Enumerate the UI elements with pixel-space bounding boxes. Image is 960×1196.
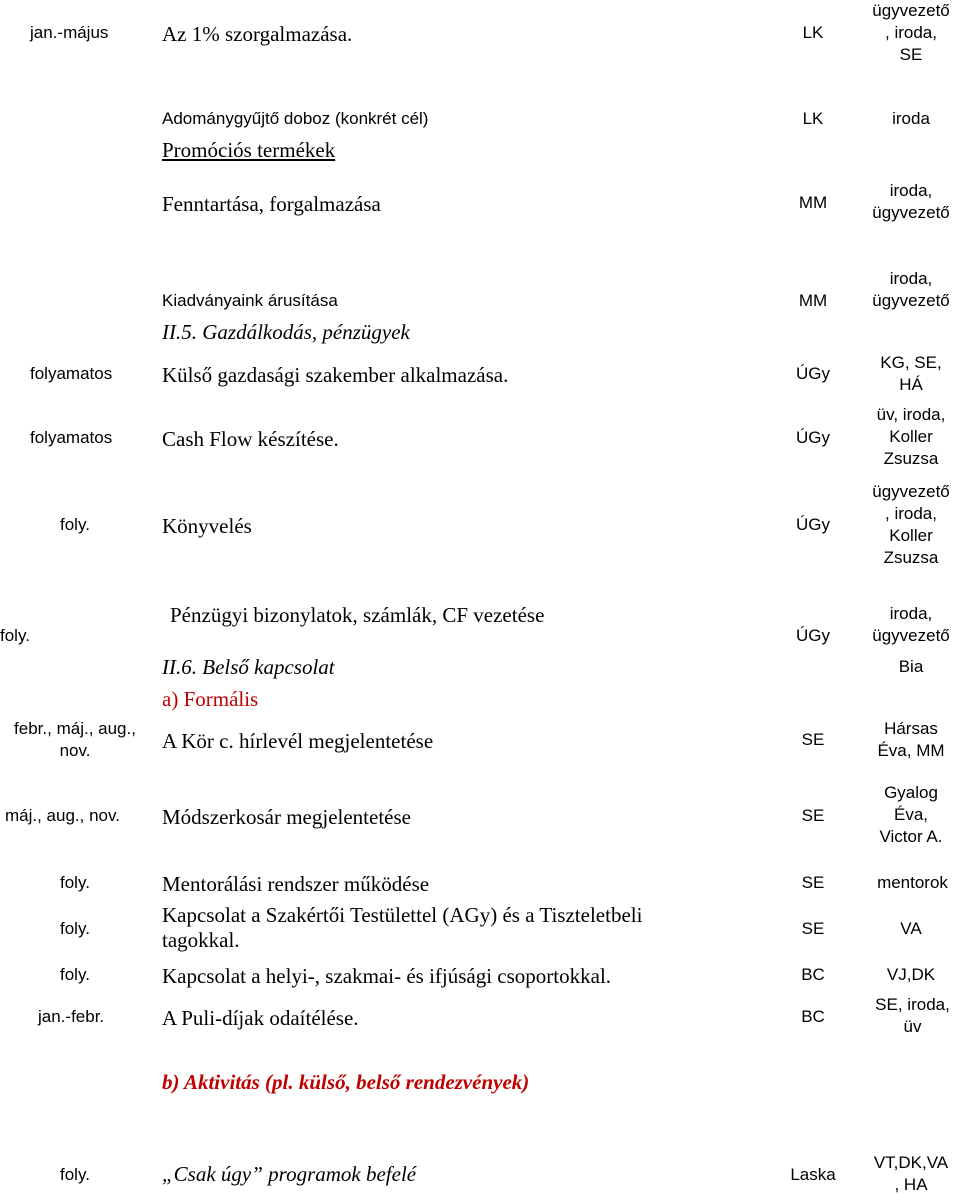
row-task: Fenntartása, forgalmazása	[162, 192, 381, 216]
row-responsible: MM	[798, 193, 828, 212]
row-time: jan.-május	[30, 23, 109, 42]
row-responsible: ÚGy	[796, 515, 830, 534]
row-task: Külső gazdasági szakember alkalmazása.	[162, 363, 509, 387]
subsection-heading: b) Aktivitás (pl. külső, belső rendezvények)	[162, 1070, 530, 1094]
row-participants: iroda, ügyvezető	[872, 604, 950, 645]
row-responsible: LK	[802, 109, 824, 128]
row-participants: iroda	[892, 109, 930, 128]
row-responsible: BC	[801, 1007, 825, 1026]
row-task: Cash Flow készítése.	[162, 427, 339, 451]
row-participants: SE, iroda, üv	[875, 995, 950, 1036]
row-task: A Kör c. hírlevél megjelentetése	[162, 729, 434, 753]
row-responsible: LK	[802, 23, 824, 42]
row-time: foly.	[60, 873, 90, 892]
row-responsible: ÚGy	[796, 364, 830, 383]
row-participants: iroda, ügyvezető	[872, 269, 950, 310]
row-participants: VT,DK,VA , HA	[873, 1153, 949, 1194]
row-responsible: Laska	[790, 1165, 836, 1184]
row-task: A Puli-díjak odaítélése.	[162, 1006, 359, 1030]
row-responsible: SE	[801, 730, 825, 749]
row-task: Pénzügyi bizonylatok, számlák, CF vezetése	[170, 603, 545, 627]
row-time: foly.	[0, 626, 30, 645]
row-task: Promóciós termékek	[162, 138, 336, 162]
row-participants: Gyalog Éva, Victor A.	[879, 783, 943, 846]
row-participants: VA	[900, 919, 922, 938]
row-task: Módszerkosár megjelentetése	[162, 805, 411, 829]
row-task: Könyvelés	[162, 514, 252, 538]
row-responsible: ÚGy	[796, 626, 830, 645]
row-participants: üv, iroda, Koller Zsuzsa	[876, 405, 946, 468]
row-participants: iroda, ügyvezető	[872, 181, 950, 222]
row-time: foly.	[60, 515, 90, 534]
row-time: folyamatos	[30, 364, 113, 383]
row-participants: Bia	[898, 657, 924, 676]
row-task: Kapcsolat a Szakértői Testülettel (AGy) és a Tiszteletbeli tagokkal.	[162, 903, 643, 952]
row-task: Kapcsolat a helyi-, szakmai- és ifjúsági csoportokkal.	[162, 964, 612, 988]
row-responsible: ÚGy	[796, 428, 830, 447]
row-task: „Csak úgy” programok befelé	[162, 1162, 417, 1186]
row-responsible: SE	[801, 873, 825, 892]
section-heading: II.6. Belső kapcsolat	[162, 655, 335, 679]
row-time: jan.-febr.	[38, 1007, 105, 1026]
row-responsible: MM	[798, 291, 828, 310]
row-time: foly.	[60, 965, 90, 984]
row-responsible: SE	[801, 919, 825, 938]
row-participants: ügyvezető , iroda, SE	[872, 1, 950, 64]
row-time: febr., máj., aug., nov.	[14, 719, 136, 760]
row-participants: KG, SE, HÁ	[880, 353, 942, 394]
row-task: Mentorálási rendszer működése	[162, 872, 430, 896]
row-time: foly.	[60, 919, 90, 938]
row-time: foly.	[60, 1165, 90, 1184]
row-task: Kiadványaink árusítása	[162, 291, 338, 310]
row-time: folyamatos	[30, 428, 113, 447]
row-participants: Hársas Éva, MM	[877, 719, 945, 760]
row-participants: ügyvezető , iroda, Koller Zsuzsa	[872, 482, 950, 567]
subsection-heading: a) Formális	[162, 687, 259, 711]
row-responsible: SE	[801, 806, 825, 825]
row-time: máj., aug., nov.	[5, 806, 120, 825]
row-participants: mentorok	[877, 873, 948, 892]
row-responsible: BC	[801, 965, 825, 984]
section-heading: II.5. Gazdálkodás, pénzügyek	[162, 320, 410, 344]
row-task: Az 1% szorgalmazása.	[162, 22, 353, 46]
row-participants: VJ,DK	[886, 965, 936, 984]
row-task: Adománygyűjtő doboz (konkrét cél)	[162, 109, 429, 128]
